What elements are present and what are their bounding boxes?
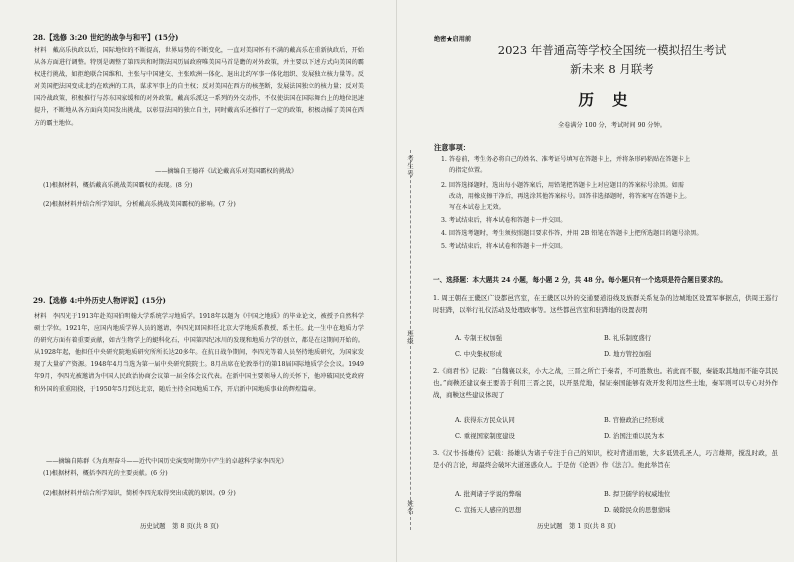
question-2-stem: 2.《商君书》记载：“白魏襄以来，小大之战，三晋之所亡于秦者，不可胜数也。若此而不服，秦能取其地而不能夺其民也。”商鞅还建议秦王要善于利用三晋之民，以开垦荒地，保证秦国能够有效开发利用这些土地，秦军则可以专心对外作战，商鞅这些建议体现了 (433, 367, 778, 400)
notice-heading: 注意事项： (434, 143, 470, 152)
question-28-heading: 28.【选修 3:20 世纪的战争与和平】(15分) (33, 33, 179, 42)
question-2-option-c: C. 重视国家制度建设 (455, 432, 515, 440)
question-3-option-a: A. 批判诸子学说的弊端 (455, 490, 522, 498)
question-28-task-2: (2)根据材料并结合所学知识，分析戴高乐挑战美国霸权的影响。(7 分) (43, 201, 236, 208)
name-label: 姓名 (406, 500, 414, 515)
exam-info: 全卷满分 100 分，考试时间 90 分钟。 (558, 122, 666, 129)
right-page-footer: 历史试题 第 1 页(共 8 页) (537, 522, 616, 530)
question-3-stem: 3.《汉书·扬雄传》记载：扬雄认为诸子专注于自己的知识，校对背道而驰，大多诋毁孔圣人，巧言雄辩，搅乱时政，虽是小的言论，却最终会破坏大道迷惑众人。于是仿《论语》作《法言》。他此举旨在 (433, 449, 778, 470)
question-1-option-d: D. 地方管控加强 (604, 350, 652, 358)
question-29-task-1: (1)根据材料，概括李四光的主要贡献。(6 分) (43, 470, 168, 477)
notice-item: 3. 考试结束后，将本试卷和答题卡一并交回。 (441, 217, 567, 224)
question-29-task-2: (2)根据材料并结合所学知识，简析李四光取得突出成就的原因。(9 分) (43, 490, 236, 497)
question-29-material: 材料 李四光于1913年赴英国伯明翰大学系统学习地质学。1918年以题为《中国之地质》的毕业论文，被授予自然科学硕士学位。1921年，应国内地质学界人员的邀请，李四光回国担任北京大学地质系教授、系主任。此一生中在地质力学的研究方面有着重要贡献，如古生物学上的蜓科化石，中国第四纪冰川的发现和地质力学的创立，都是在这期间开始的。从1928年起，他担任中央研究院地质研究所所长达20多年。在抗日战争期间，李四光等着人员坚持地质研究，为国家发现了大量矿产资源。1948年4月当选为第一届中央研究院院士。8月出席在伦敦举行的第18届国际地质学会会议。1949年9月，李四光被邀请为中国人民政治协商会议第一届全体会议代表。在新中国主要领导人的关怀下，他冲破国民党政府和外国的重重阻挠，于1950年5月到达北京，随后主持全国地质工作，开启新中国地质事业的辉煌篇章。 (34, 313, 364, 393)
question-1-option-a: A. 专制王权加强 (455, 334, 503, 342)
class-label: 班级 (406, 330, 414, 345)
left-page-footer: 历史试题 第 8 页(共 8 页) (140, 522, 219, 530)
question-29-heading: 29.【选修 4:中外历史人物评说】(15分) (33, 296, 166, 305)
notice-item: 5. 考试结束后，将本试卷和答题卡一并交回。 (441, 243, 567, 250)
notice-item: 1. 答卷前，考生务必将自己的姓名、准考证号填写在答题卡上，并将条形码粘贴在答题卡上 (441, 156, 691, 163)
question-28-source: ——摘编自王德祥《试论戴高乐对美国霸权的挑战》 (155, 168, 298, 175)
notice-item: 的指定位置。 (441, 167, 487, 174)
notice-item: 改动，用橡皮擦干净后，再选涂其他答案标号。回答非选择题时，将答案写在答题卡上。 (441, 193, 691, 200)
subject-title: 历史 (578, 90, 646, 109)
confidential-mark: 绝密★启用前 (434, 36, 472, 43)
question-3-option-b: B. 捍卫儒学的权威地位 (604, 490, 671, 498)
notice-item: 2. 回答选择题时，选出每小题答案后，用铅笔把答题卡上对应题目的答案标号涂黑。如需 (441, 182, 684, 189)
question-1-stem: 1. 周王朝在王畿区广设都邑宫室，在王畿区以外的交通要道沿线及族群关系复杂的边城地区设置军事据点，供周王巡行时驻跸，以举行礼仪活动及处理政事等。这些都邑宫室和驻跸地的设置表明 (433, 294, 778, 315)
exam-subtitle: 新未来 8 月联考 (570, 62, 654, 76)
question-3-option-d: D. 破除民众的思想蒙昧 (604, 506, 671, 514)
question-1-option-c: C. 中央集权形成 (455, 350, 503, 358)
question-2-option-a: A. 获得东方民众认同 (455, 416, 515, 424)
section-heading: 一、选择题：本大题共 24 小题，每小题 2 分，共 48 分。每小题只有一个选项是符合题目要求的。 (433, 276, 727, 284)
exam-title: 2023 年普通高等学校全国统一模拟招生考试 (497, 43, 727, 57)
right-page (397, 0, 794, 562)
question-28-task-1: (1)根据材料，概括戴高乐挑战美国霸权的表现。(8 分) (43, 182, 193, 189)
question-2-option-b: B. 官僚政治已经形成 (604, 416, 664, 424)
question-3-option-c: C. 宣扬天人感应的思想 (455, 506, 522, 514)
question-2-option-d: D. 治国注重以民为本 (604, 432, 665, 440)
notice-item: 4. 回答选考题时，考生须按照题目要求作答，并用 2B 铅笔在答题卡上把所选题目的题号涂黑。 (441, 230, 703, 237)
question-1-option-b: B. 礼乐制度盛行 (604, 334, 652, 342)
notice-item: 写在本试卷上无效。 (441, 204, 505, 211)
question-29-source: ——摘编自陈群《为真理奋斗——近代中国历史演变时期劳中产生的卓越科学家李四光》 (46, 458, 288, 465)
question-28-material: 材料 戴高乐执政以后，国际地位的不断提高，世界局势的不断变化，一直对美国怀有不满的戴高乐在重新执政后，开始从各方面进行调整。特别是调整了第四共和时期法国历届政府唯美国马首是瞻的对外政策，并主要以下述方式向美国的霸权进行挑战，如拒绝联合国维和、主张与中国建交、主张欧洲一体化、退出北约军事一体化组织、发展独立核力量等。反对美国把法国变成北约在欧洲的工具，谋求军事上的自主权；反对美国在西方的核垄断，发展法国独立的核力量；反对美国冷战政策，积极推行与苏东国家缓和的对外政策。戴高乐派这一系列的外交动作，不仅使法国在国际舞台上的地位迅速提升，不断地从各方面向美国发出挑战，以彰显法国的独立自主，同时戴高乐还推行了一定的政策，积极动摇了美国在西方的霸主地位。 (34, 47, 364, 127)
exam-number-label: 考生号 (406, 155, 414, 178)
